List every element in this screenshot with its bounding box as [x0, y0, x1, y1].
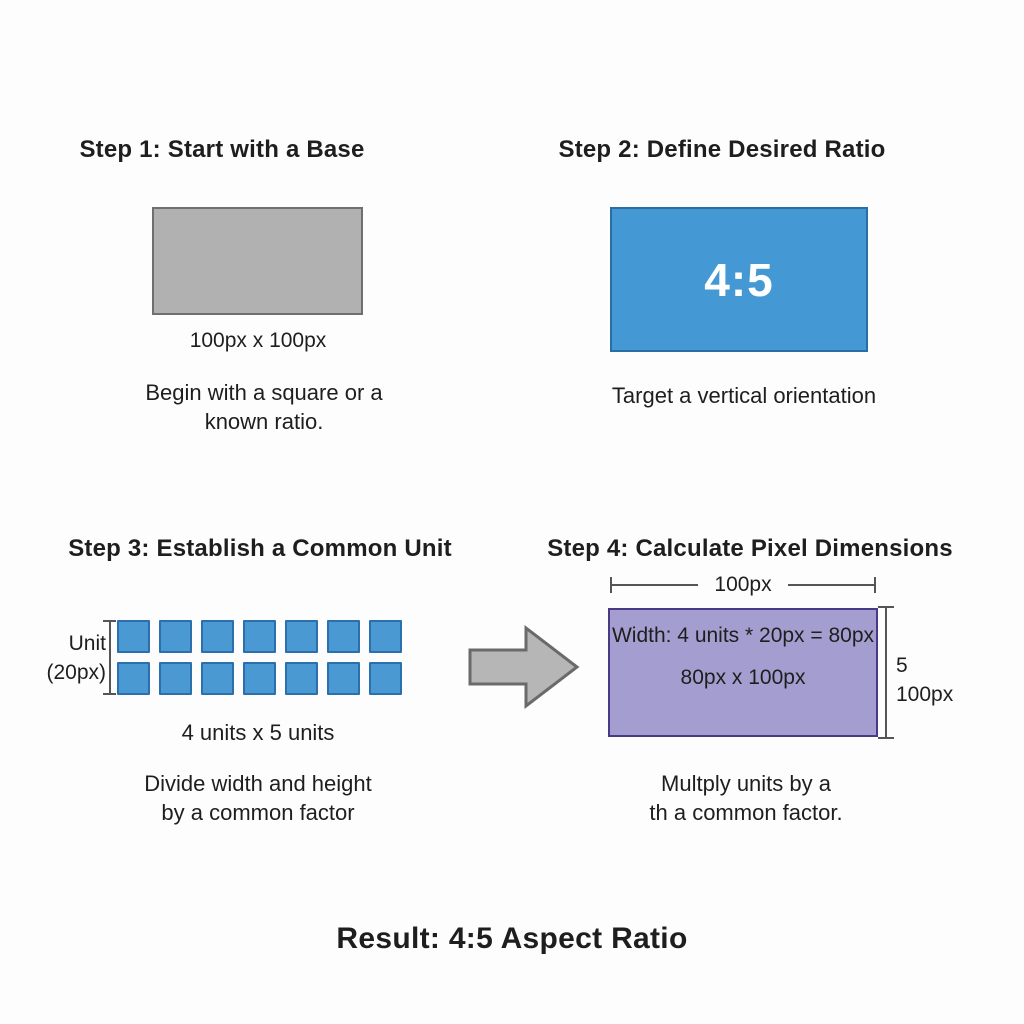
step3-description-line1: Divide width and height	[144, 771, 372, 796]
step4-description-line1: Multply units by a	[661, 771, 831, 796]
step1-title: Step 1: Start with a Base	[79, 136, 365, 163]
unit-square	[159, 620, 192, 653]
width-dimension-right-cap	[874, 577, 876, 593]
step3-unit-label-line1: Unit	[68, 632, 106, 655]
unit-height-bracket-line	[109, 622, 111, 693]
unit-square	[369, 620, 402, 653]
step4-title: Step 4: Calculate Pixel Dimensions	[547, 535, 953, 562]
step3-units-label: 4 units x 5 units	[181, 720, 335, 745]
height-dimension-line-bar	[885, 608, 887, 737]
unit-square	[285, 620, 318, 653]
step1-description-line2: known ratio.	[204, 409, 324, 434]
step2-ratio-rectangle	[610, 207, 868, 352]
unit-square	[369, 662, 402, 695]
step1-description-line1: Begin with a square or a	[145, 380, 383, 405]
width-dimension-line-left	[612, 584, 698, 586]
unit-square	[159, 662, 192, 695]
height-dimension-line	[878, 606, 894, 739]
unit-grid	[117, 620, 402, 695]
step2-description: Target a vertical orientation	[611, 383, 877, 408]
step3-description-line2: by a common factor	[161, 800, 355, 825]
width-dimension-label: 100px	[714, 573, 772, 596]
step2-title: Step 2: Define Desired Ratio	[558, 136, 886, 163]
height-dimension-label-line2: 100px	[896, 683, 954, 706]
unit-square	[243, 662, 276, 695]
result-title: Result: 4:5 Aspect Ratio	[336, 922, 688, 955]
step3-unit-label	[28, 629, 106, 687]
step3-unit-label-line2: (20px)	[46, 661, 106, 684]
unit-square	[327, 620, 360, 653]
width-dimension-line	[610, 574, 876, 596]
step1-dimensions-label: 100px x 100px	[189, 329, 327, 352]
step4-description-line2: th a common factor.	[649, 800, 843, 825]
step3-title: Step 3: Establish a Common Unit	[68, 535, 452, 562]
unit-square	[201, 662, 234, 695]
step4-box-dimensions: 80px x 100px	[680, 666, 806, 689]
unit-square	[117, 620, 150, 653]
unit-square	[285, 662, 318, 695]
right-arrow-icon	[464, 620, 584, 715]
height-dimension-label-line1: 5	[896, 654, 908, 677]
unit-height-bracket	[103, 620, 116, 695]
width-dimension-line-right	[788, 584, 874, 586]
unit-square	[243, 620, 276, 653]
step2-ratio-label: 4:5	[704, 253, 774, 306]
step3-description	[58, 769, 458, 827]
step4-result-rectangle	[608, 608, 878, 737]
unit-square	[327, 662, 360, 695]
step4-description	[546, 769, 946, 827]
height-dimension-label	[896, 651, 953, 709]
step1-description	[64, 378, 464, 436]
unit-square	[201, 620, 234, 653]
step4-box-formula: Width: 4 units * 20px = 80px	[611, 624, 875, 647]
unit-square	[117, 662, 150, 695]
step1-base-rectangle	[152, 207, 363, 315]
